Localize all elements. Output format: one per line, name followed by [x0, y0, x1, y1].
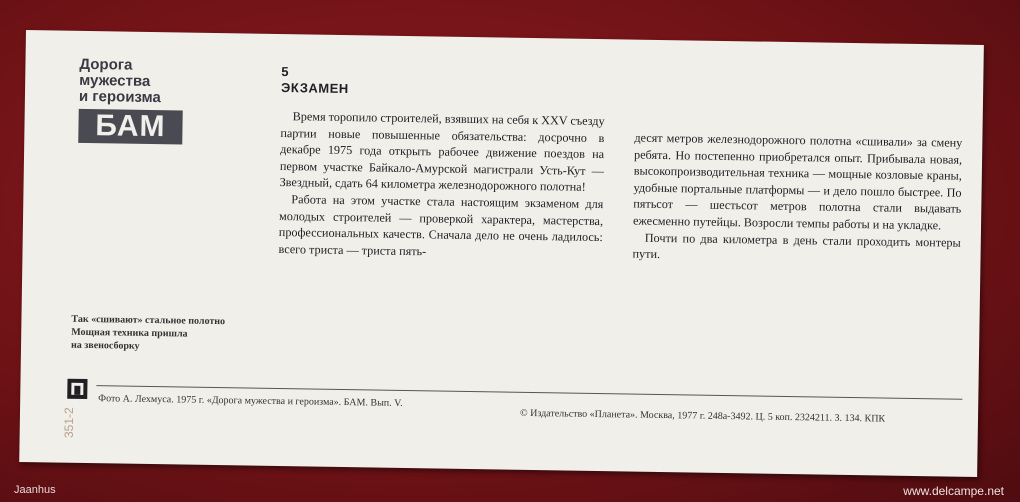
photo-caption: [71, 313, 282, 355]
caption-line: Так «сшивают» стальное полотно: [71, 313, 226, 328]
seller-watermark: Jaanhus: [14, 484, 56, 496]
publisher-logo-icon: [67, 379, 87, 399]
caption-line: на звеносборку: [70, 339, 140, 352]
photo-credit: Фото А. Лехмуса. 1975 г. «Дорога мужества и героизма». БАМ. Вып. V.: [98, 393, 403, 409]
postcard-back: [19, 30, 984, 477]
site-watermark: www.delcampe.net: [903, 484, 1004, 498]
text-column-left: [278, 108, 604, 262]
text-column-right: [632, 130, 962, 268]
serial-number: 351-2: [62, 407, 76, 438]
chapter-title: ЭКЗАМЕН: [281, 80, 349, 97]
publisher-imprint: © Издательство «Планета». Москва, 1977 г. 248а-3492. Ц. 5 коп. 2324211. З. 134. КПК: [519, 407, 886, 425]
chapter-number: 5: [281, 64, 289, 80]
paragraph: Работа на этом участке стала настоящим экзаменом для молодых строителей — проверкой характера, мастерства, профессиональных качеств. Сначала дело не очень ладилось: всего триста — триста пять-: [278, 192, 604, 259]
paragraph: Почти по два километра в день стали проходить монтеры пути.: [632, 230, 961, 262]
series-title: [79, 57, 240, 108]
bam-logo: БАМ: [78, 109, 183, 145]
caption-line: Мощная техника пришла: [71, 326, 188, 340]
series-title-line: и героизма: [78, 87, 161, 107]
series-title-line: Дорога: [79, 55, 133, 74]
paragraph: Время торопило строителей, взявших на себя к XXV съезду партии новые повышенные обязательства: досрочно в декабре 1975 года открыть рабочее движение поездов на первом участке Байкало-Амурской магистрали Усть-Кут — Звездный, сдать 64 километра железнодорожного полотна!: [279, 109, 605, 195]
series-title-line: мужества: [79, 71, 151, 90]
paragraph: десят метров железнодорожного полотна «сшивали» за смену ребята. Но постепенно приобретался опыт. Прибывала новая, высокопроизводительная техника — мощные козловые краны, удобные портальные платформы — и дело пошло быстрее. По пятьсот — шестьсот метров полотна стали выдавать ежесменно путейцы. Возросли темпы работы и на укладке.: [632, 130, 963, 233]
